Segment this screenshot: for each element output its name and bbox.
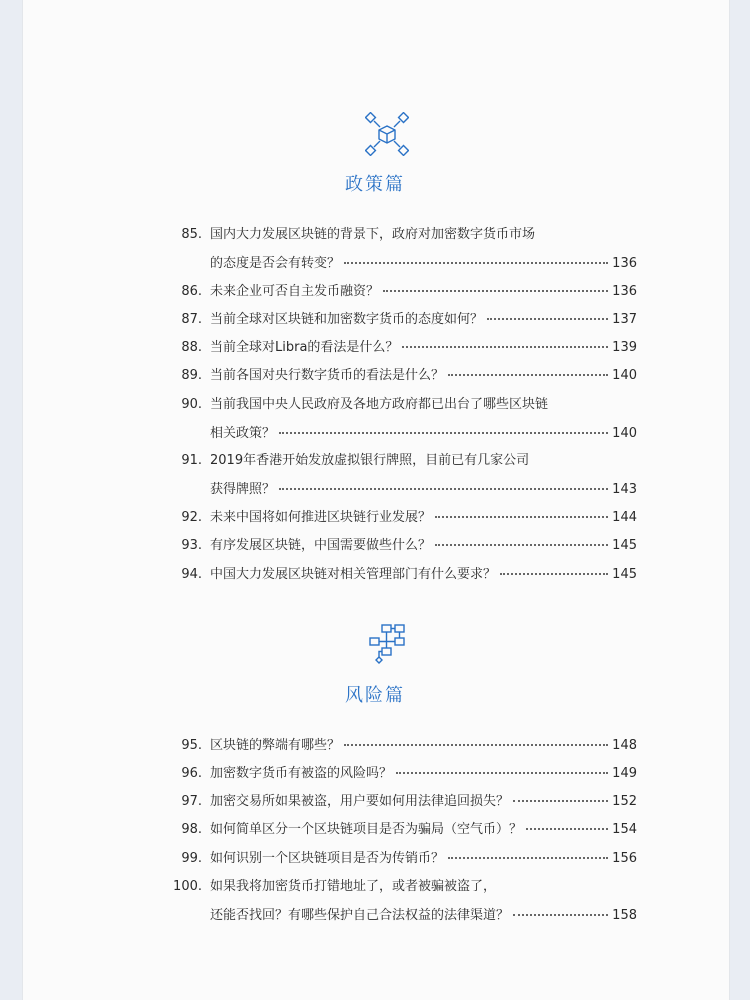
page-number: 149: [612, 766, 637, 781]
entry-title-line: 如果我将加密货币打错地址了，或者被骗被盗了，: [210, 879, 497, 894]
dot-leader: [396, 772, 608, 774]
dot-leader: [383, 290, 608, 292]
entry-title-line: 未来中国将如何推进区块链行业发展？: [210, 510, 432, 525]
entry-title-line: 加密数字货币有被盗的风险吗？: [210, 766, 393, 781]
page-number: 158: [612, 908, 637, 923]
entry-number: 89.: [181, 368, 202, 383]
entry-title-line: 获得牌照？: [210, 482, 276, 497]
page-number: 140: [612, 368, 637, 383]
dot-leader: [526, 828, 608, 830]
entry-title-line: 国内大力发展区块链的背景下，政府对加密数字货币市场: [210, 227, 536, 242]
entry-title-line: 当前我国中央人民政府及各地方政府都已出台了哪些区块链: [210, 397, 549, 412]
entry-number: 94.: [181, 567, 202, 582]
entry-number: 95.: [181, 738, 202, 753]
entry-number: 98.: [181, 822, 202, 837]
page-number: 139: [612, 340, 637, 355]
entry-number: 88.: [181, 340, 202, 355]
section-title: 风险篇: [345, 685, 405, 706]
dot-leader: [279, 432, 608, 434]
entry-number: 85.: [181, 227, 202, 242]
entry-number: 86.: [181, 284, 202, 299]
entry-title-line: 当前各国对央行数字货币的看法是什么？: [210, 368, 445, 383]
dot-leader: [435, 544, 608, 546]
dot-leader: [344, 262, 608, 264]
entry-title-line: 相关政策？: [210, 426, 276, 441]
section-title: 政策篇: [345, 174, 405, 195]
page-number: 136: [612, 284, 637, 299]
flowchart-nodes-icon: [365, 622, 409, 666]
entry-title-line: 加密交易所如果被盗，用户要如何用法律追回损失？: [210, 794, 510, 809]
dot-leader: [279, 488, 608, 490]
entry-title-line: 未来企业可否自主发币融资？: [210, 284, 380, 299]
entry-number: 90.: [181, 397, 202, 412]
page-number: 137: [612, 312, 637, 327]
entry-title-line: 还能否找回？有哪些保护自己合法权益的法律渠道？: [210, 908, 510, 923]
entry-number: 87.: [181, 312, 202, 327]
entry-number: 100.: [173, 879, 202, 894]
entry-number: 97.: [181, 794, 202, 809]
dot-leader: [513, 914, 608, 916]
dot-leader: [344, 744, 608, 746]
page-number: 136: [612, 256, 637, 271]
entry-title-line: 有序发展区块链，中国需要做些什么？: [210, 538, 432, 553]
dot-leader: [448, 374, 608, 376]
page-number: 145: [612, 538, 637, 553]
page-number: 152: [612, 794, 637, 809]
entry-number: 92.: [181, 510, 202, 525]
entry-number: 91.: [181, 453, 202, 468]
page-number: 148: [612, 738, 637, 753]
dot-leader: [513, 800, 608, 802]
dot-leader: [448, 857, 608, 859]
entry-number: 93.: [181, 538, 202, 553]
page-number: 156: [612, 851, 637, 866]
page-number: 154: [612, 822, 637, 837]
entry-title-line: 如何简单区分一个区块链项目是否为骗局（空气币）？: [210, 822, 523, 837]
entry-title-line: 如何识别一个区块链项目是否为传销币？: [210, 851, 445, 866]
page-number: 145: [612, 567, 637, 582]
entry-title-line: 区块链的弊端有哪些？: [210, 738, 341, 753]
entry-number: 99.: [181, 851, 202, 866]
blockchain-network-icon: [365, 112, 409, 156]
entry-title-line: 当前全球对区块链和加密数字货币的态度如何？: [210, 312, 484, 327]
dot-leader: [487, 318, 608, 320]
dot-leader: [402, 346, 608, 348]
page-number: 143: [612, 482, 637, 497]
entry-title-line: 中国大力发展区块链对相关管理部门有什么要求？: [210, 567, 497, 582]
entry-title-line: 当前全球对Libra的看法是什么？: [210, 340, 399, 355]
page-number: 144: [612, 510, 637, 525]
entry-number: 96.: [181, 766, 202, 781]
dot-leader: [500, 573, 608, 575]
entry-title-line: 的态度是否会有转变？: [210, 256, 341, 271]
dot-leader: [435, 516, 608, 518]
page-number: 140: [612, 426, 637, 441]
entry-title-line: 2019年香港开始发放虚拟银行牌照，目前已有几家公司: [210, 453, 530, 468]
